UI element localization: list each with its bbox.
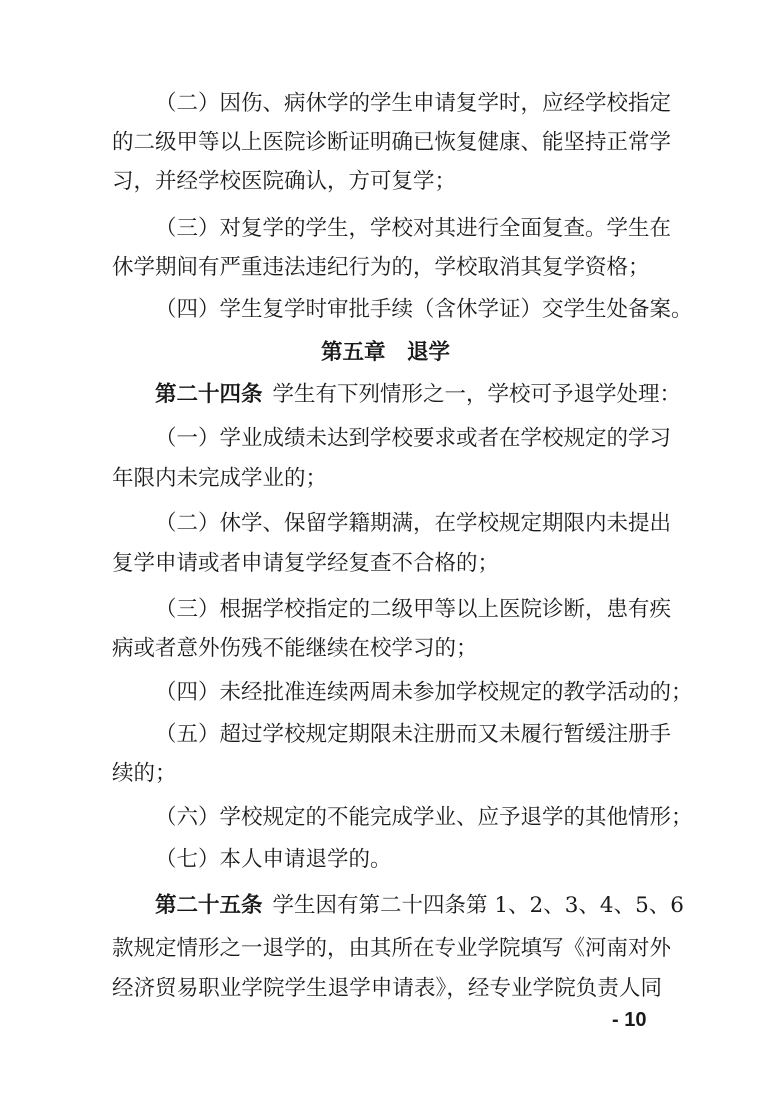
paragraph-line: 续的； xyxy=(112,761,177,786)
article-line xyxy=(155,382,682,408)
paragraph-line: （五）超过学校规定期限未注册而又未履行暂缓注册手 xyxy=(155,722,672,747)
paragraph-line: （二）休学、保留学籍期满，在学校规定期限内未提出 xyxy=(155,511,672,536)
paragraph-line: （三）对复学的学生，学校对其进行全面复查。学生在 xyxy=(155,216,672,241)
paragraph-line: 款规定情形之一退学的，由其所在专业学院填写《河南对外 xyxy=(112,936,672,961)
paragraph-line: （四）学生复学时审批手续（含休学证）交学生处备案。 xyxy=(155,297,693,322)
article-text: 学生有下列情形之一，学校可予退学处理： xyxy=(272,382,682,407)
paragraph-line: 经济贸易职业学院学生退学申请表》，经专业学院负责人同 xyxy=(112,976,662,1001)
paragraph-line: （三）根据学校指定的二级甲等以上医院诊断，患有疾 xyxy=(155,597,672,622)
paragraph-line: （六）学校规定的不能完成学业、应予退学的其他情形； xyxy=(155,805,693,830)
article-number: 第二十五条 xyxy=(155,893,263,918)
paragraph-line: 的二级甲等以上医院诊断证明确已恢复健康、能坚持正常学 xyxy=(112,130,672,155)
paragraph-line: 年限内未完成学业的； xyxy=(112,466,328,491)
paragraph-line: 习，并经学校医院确认，方可复学； xyxy=(112,169,457,194)
paragraph-line: （七）本人申请退学的。 xyxy=(155,847,392,872)
paragraph-line: 病或者意外伤残不能继续在校学习的； xyxy=(112,636,478,661)
article-number: 第二十四条 xyxy=(155,382,263,407)
paragraph-line: （一）学业成绩未达到学校要求或者在学校规定的学习 xyxy=(155,426,672,451)
article-line xyxy=(155,893,684,919)
paragraph-line: （二）因伤、病休学的学生申请复学时，应经学校指定 xyxy=(155,91,672,116)
paragraph-line: 复学申请或者申请复学经复查不合格的； xyxy=(112,551,500,576)
article-text: 学生因有第二十四条第 1、2、3、4、5、6 xyxy=(272,893,684,918)
page-number: - 10 xyxy=(612,1009,647,1031)
paragraph-line: （四）未经批准连续两周未参加学校规定的教学活动的； xyxy=(155,680,693,705)
chapter-heading: 第五章 退学 xyxy=(320,340,450,365)
paragraph-line: 休学期间有严重违法违纪行为的，学校取消其复学资格； xyxy=(112,255,650,280)
